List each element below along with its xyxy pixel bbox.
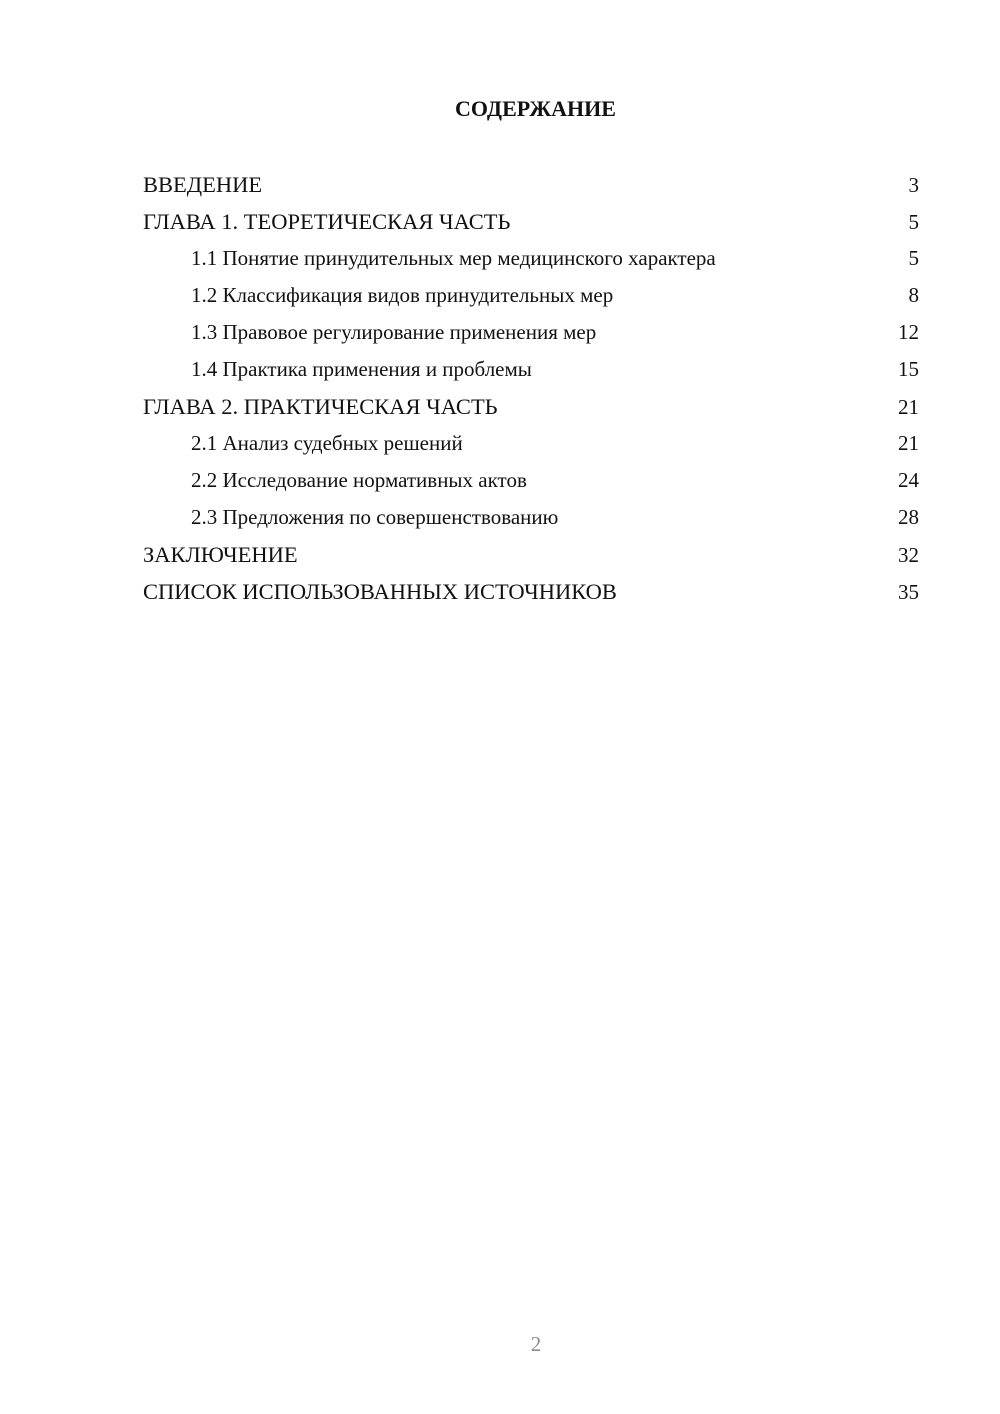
toc-entry-label: 1.2 Классификация видов принудительных мер — [191, 283, 614, 307]
toc-entry[interactable] — [143, 462, 919, 499]
toc-entry-label: ВВЕДЕНИЕ — [143, 172, 263, 197]
toc-entry-page: 12 — [898, 320, 919, 344]
toc-entry-label: 2.1 Анализ судебных решений — [191, 431, 463, 455]
toc-entry-label: ГЛАВА 1. ТЕОРЕТИЧЕСКАЯ ЧАСТЬ — [143, 209, 511, 234]
toc-entry[interactable] — [143, 166, 919, 203]
toc-entry-label: 1.4 Практика применения и проблемы — [191, 357, 532, 381]
toc-entry-page: 35 — [898, 580, 919, 604]
toc-entry[interactable] — [143, 536, 919, 573]
toc-entry-page: 15 — [898, 357, 919, 381]
toc-entry[interactable] — [143, 203, 919, 240]
toc-entry-page: 28 — [898, 505, 919, 529]
toc-entry[interactable] — [143, 388, 919, 425]
toc-entry-page: 8 — [908, 283, 919, 307]
page-number: 2 — [530, 1332, 542, 1356]
toc-entry[interactable] — [143, 499, 919, 536]
toc-entry[interactable] — [143, 277, 919, 314]
toc-entry-label: 1.1 Понятие принудительных мер медицинского характера — [191, 246, 716, 270]
toc-entry-label: ЗАКЛЮЧЕНИЕ — [143, 542, 298, 567]
toc-entry-page: 32 — [898, 543, 919, 567]
page-title: СОДЕРЖАНИЕ — [455, 96, 616, 121]
toc-entry-label: ГЛАВА 2. ПРАКТИЧЕСКАЯ ЧАСТЬ — [143, 394, 498, 419]
table-of-contents — [143, 166, 919, 610]
toc-entry-label: 2.3 Предложения по совершенствованию — [191, 505, 559, 529]
toc-entry[interactable] — [143, 425, 919, 462]
toc-entry-page: 21 — [898, 395, 919, 419]
toc-entry[interactable] — [143, 573, 919, 610]
toc-entry[interactable] — [143, 351, 919, 388]
toc-entry-label: СПИСОК ИСПОЛЬЗОВАННЫХ ИСТОЧНИКОВ — [143, 579, 617, 604]
toc-entry-label: 2.2 Исследование нормативных актов — [191, 468, 527, 492]
toc-entry-page: 5 — [908, 210, 919, 234]
toc-entry-page: 3 — [908, 173, 919, 197]
toc-entry[interactable] — [143, 240, 919, 277]
toc-title-container — [143, 94, 918, 124]
toc-entry[interactable] — [143, 314, 919, 351]
toc-entry-page: 21 — [898, 431, 919, 455]
toc-entry-page: 5 — [908, 246, 919, 270]
toc-entry-page: 24 — [898, 468, 919, 492]
toc-entry-label: 1.3 Правовое регулирование применения мер — [191, 320, 597, 344]
